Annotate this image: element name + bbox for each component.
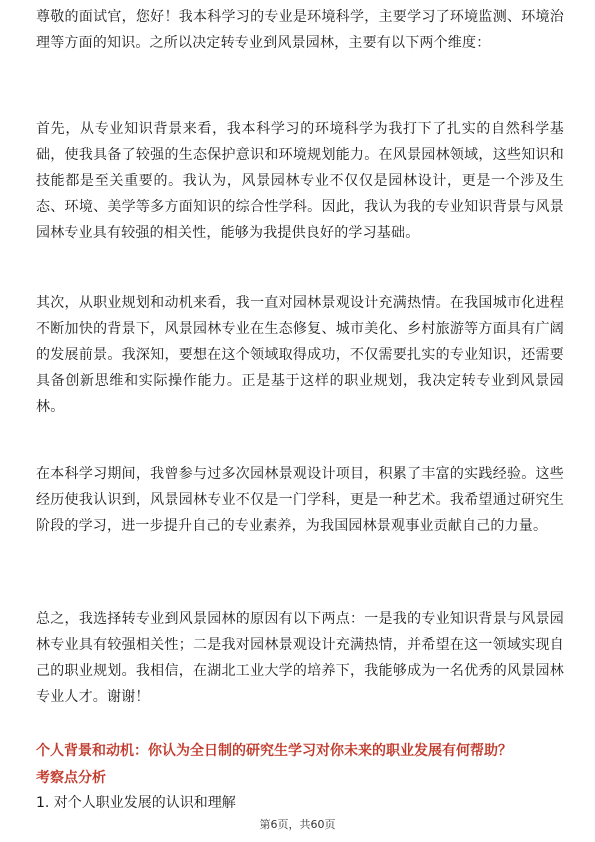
paragraph-first-reason: 首先，从专业知识背景来看，我本科学习的环境科学为我打下了扎实的自然科学基础，使我具备了较强的生态保护意识和环境规划能力。在风景园林领域，这些知识和技能都是至关重要的。我认为，风景园林专业不仅仅是园林设计，更是一个涉及生态、环境、美学等多方面知识的综合性学科。因此，我认为我的专业知识背景与风景园林专业具有较强的相关性，能够为我提供良好的学习基础。 [36, 121, 564, 241]
paragraph-conclusion: 总之，我选择转专业到风景园林的原因有以下两点：一是我的专业知识背景与风景园林专业具有较强相关性；二是我对园林景观设计充满热情，并希望在这一领域实现自己的职业规划。我相信，在湖北工业大学的培养下，我能够成为一名优秀的风景园林专业人才。谢谢！ [36, 611, 564, 705]
list-item: 1. 对个人职业发展的认识和理解 [36, 795, 236, 811]
paragraph-second-reason: 其次，从职业规划和动机来看，我一直对园林景观设计充满热情。在我国城市化进程不断加快的背景下，风景园林专业在生态修复、城市美化、乡村旅游等方面具有广阔的发展前景。我深知，要想在这个领域取得成功，不仅需要扎实的专业知识，还需要具备创新思维和实际操作能力。正是基于这样的职业规划，我决定转专业到风景园林。 [36, 295, 564, 415]
question-heading: 个人背景和动机：你认为全日制的研究生学习对你未来的职业发展有何帮助？ [36, 743, 512, 759]
page-footer: 第6页，共60页 [259, 818, 336, 831]
paragraph-intro: 尊敬的面试官，您好！我本科学习的专业是环境科学，主要学习了环境监测、环境治理等方面的知识。之所以决定转专业到风景园林，主要有以下两个维度： [36, 9, 564, 51]
section-heading: 考察点分析 [36, 770, 106, 786]
paragraph-experience: 在本科学习期间，我曾参与过多次园林景观设计项目，积累了丰富的实践经验。这些经历使我认识到，风景园林专业不仅是一门学科，更是一种艺术。我希望通过研究生阶段的学习，进一步提升自己的专业素养，为我国园林景观事业贡献自己的力量。 [36, 466, 564, 534]
